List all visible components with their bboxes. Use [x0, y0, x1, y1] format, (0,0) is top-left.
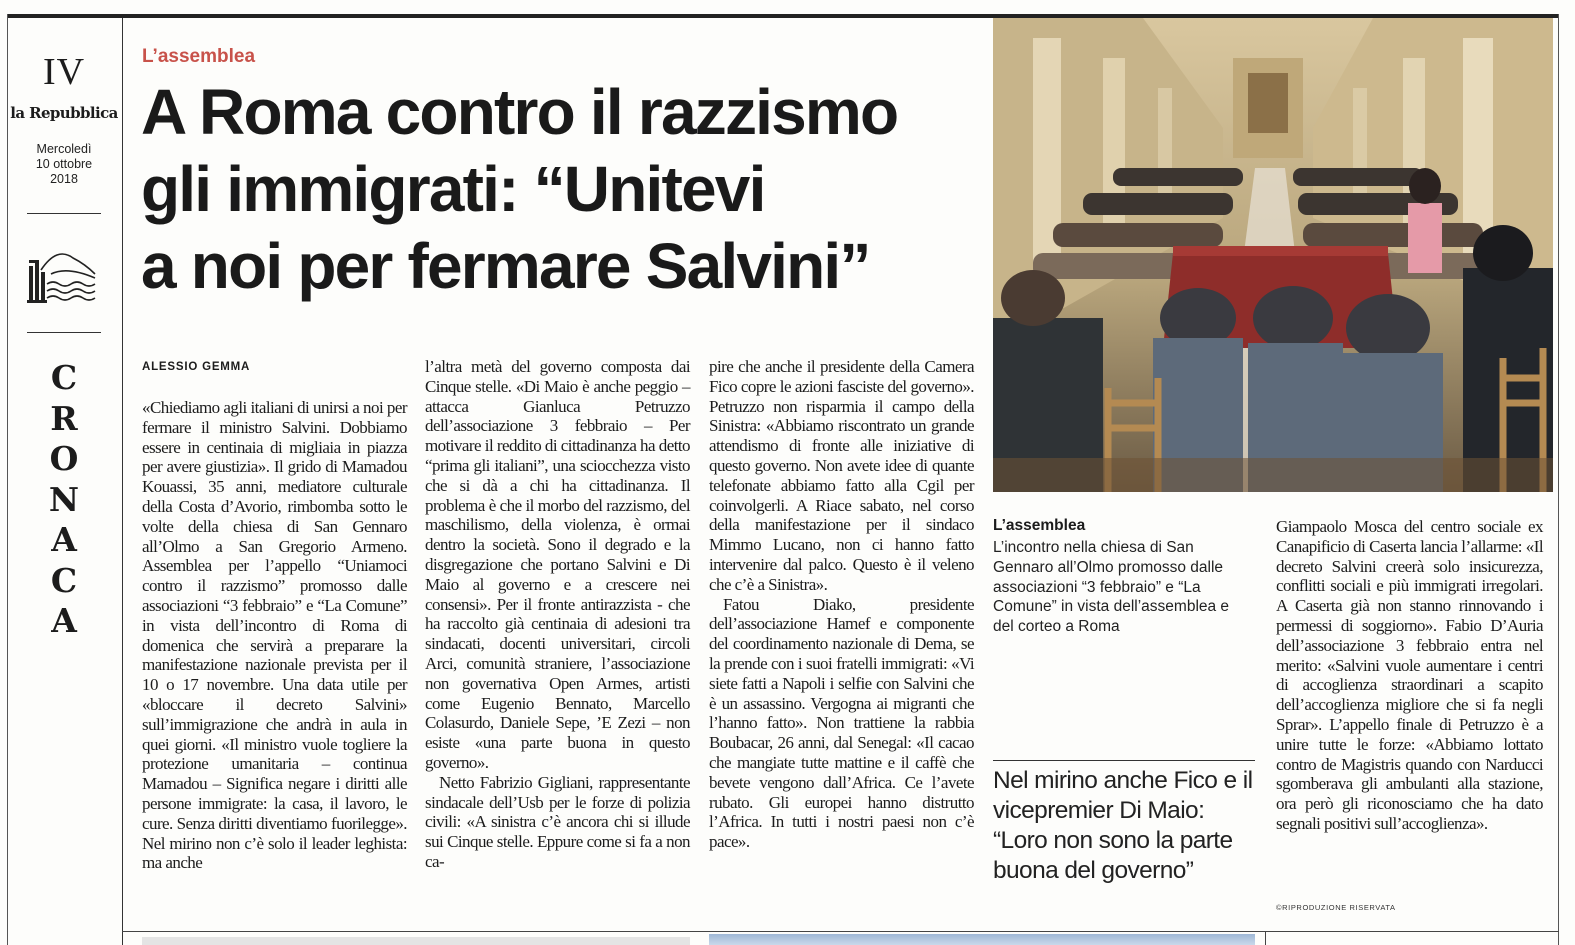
assembly-photo	[993, 18, 1553, 492]
author-byline: ALESSIO GEMMA	[142, 361, 251, 373]
section-label	[40, 358, 88, 642]
article-column-4	[1276, 517, 1543, 834]
pullquote: Nel mirino anche Fico e il vicepremier Di Maio: “Loro non sono la parte buona del governo”	[993, 767, 1253, 884]
right-edge-rule	[1558, 14, 1559, 945]
sidebar-divider	[122, 18, 123, 945]
next-photo-fragment	[709, 934, 1255, 945]
section-letter: A	[51, 520, 77, 559]
section-letter: A	[51, 601, 77, 640]
paragraph: «Chiediamo agli italiani di unirsi a noi per fermare il ministro Salvini. Dobbiamo essere in centinaia di migliaia in piazza per avere giustizia». Il grido di Mamadou Kouassi, 35 anni, mediatore culturale della Costa d’Avorio, rimbomba sotto le volte della chiesa di San Gennaro all’Olmo a San Gregorio Armeno. Assemblea per l’appello “Uniamoci contro il razzismo” promosso dalle associazioni “3 febbraio” e “La Comune” in vista dell’incontro di Roma di domenica che servirà a preparare la manifestazione nazionale prevista per il 10 o 17 novembre. Una data utile per «bloccare il decreto Salvini» sull’immigrazione che andrà in aula in quei giorni. «Il ministro vuole togliere la protezione umanitaria – continua Mamadou – Significa negare i diritti alle persone immigrate: la casa, il lavoro, le cure. Senza diritti diventiamo fuorilegge». Nel mirino non c’è solo il leader leghista: ma anche	[142, 398, 407, 873]
next-article-fragment	[142, 937, 690, 945]
publication-date	[10, 142, 118, 187]
section-letter: C	[50, 560, 78, 600]
headline-line: gli immigrati: “Unitevi	[141, 153, 765, 225]
photo-caption: L’incontro nella chiesa di San Gennaro all’Olmo promosso dalle associazioni “3 febbraio” e “La Comune” in vista dell’assemblea e del corteo a Roma	[993, 539, 1230, 636]
section-letter: N	[48, 479, 80, 519]
page-number: IV	[42, 51, 86, 93]
sidebar-rule-upper	[27, 213, 101, 214]
naples-section-logo-icon	[27, 244, 97, 306]
paragraph: l’altra metà del governo composta dai Cinque stelle. «Di Maio è anche peggio – attacca Gianluca Petruzzo dell’associazione 3 febbraio – Per motivare il reddito di cittadinanza ha detto “prima gli italiani”, una sciocchezza visto che si dà a chi ha cittadinanza. Il problema è che il morbo del razzismo, del maschilismo, della violenza, è ormai dentro la società. Sono il degrado e la disgregazione che portano Salvini e Di Maio al governo e a crescere nei consensi». Per il fronte antirazzista - che ha raccolto già centinaia di adesioni tra sindacati, docenti universitari, circoli Arci, comunità straniere, l’associazione non governativa Open Armes, artisti come Eugenio Bennato, Marcello Colasurdo, Daniele Sepe, ’E Zezi – non esiste «una parte buona in questo governo».	[425, 357, 690, 772]
sidebar-rule-lower	[27, 332, 101, 333]
date-weekday: Mercoledì	[36, 142, 92, 156]
copyright-notice: ©RIPRODUZIONE RISERVATA	[1276, 903, 1396, 912]
date-day-month: 10 ottobre	[35, 157, 93, 171]
date-year: 2018	[50, 172, 78, 186]
bottom-column-rule	[1265, 932, 1266, 945]
article-kicker: L’assemblea	[142, 46, 256, 67]
paragraph: pire che anche il presidente della Camera Fico copre le azioni fasciste del governo». Petruzzo non risparmia il campo della Sinistra: «Abbiamo riscontrato un grande attendismo di fronte alle iniziative di questo governo. Non avete idee di quante telefonate abbiamo fatto alla Cgil per coinvolgerli. A Riace sabato, nel corso della manifestazione per il sindaco Mimmo Lucano, non ci hanno fatto intervenire dal palco. Questo è il veleno che c’è a Sinistra».	[709, 357, 974, 594]
pullquote-rule	[993, 760, 1255, 761]
headline-line: A Roma contro il razzismo	[141, 76, 898, 148]
left-edge-rule	[7, 14, 8, 945]
article-column-2	[425, 357, 690, 872]
section-letter: O	[49, 439, 79, 478]
section-letter: R	[50, 398, 78, 438]
paragraph: Netto Fabrizio Gigliani, rappresentante sindacale dell’Usb per le forze di polizia civili: «A sinistra c’è ancora chi si illude sui Cinque stelle. Eppure come si fa a non ca-	[425, 772, 690, 871]
paragraph: Giampaolo Mosca del centro sociale ex Canapificio di Caserta lancia l’allarme: «Il decreto Salvini creerà solo insicurezza, conflitti sociali e più immigrati irregolari. A Caserta già non stanno rinnovando i permessi di soggiorno». Fabio D’Auria dell’associazione 3 febbraio entra nel merito: «Salvini vuole aumentare i centri di accoglienza straordinari a scapito dell’accoglienza migliore che si fa negli Sprar». L’appello finale di Petruzzo è a unire tutte le forze: «Abbiamo lottato contro de Magistris quando con Narducci sgomberava gli ambulanti alla stazione, ora però gli riconosciamo che ha dato segnali positivi sull’accoglienza».	[1276, 517, 1543, 833]
section-letter: C	[50, 358, 78, 397]
paragraph: Fatou Diako, presidente dell’associazione Hamef e componente del coordinamento nazionale di Dema, se la prende con i suoi fratelli immigrati: «Vi siete fatti a Napoli i selfie con Salvini che è un assassino. Vergogna ai migranti che l’hanno fatto». Non trattiene la rabbia Boubacar, 26 anni, dal Senegal: «Il cacao che mangiate tutte mattine e il caffè che bevete vengono dall’Africa. Ce l’avete rubato. Gli europei hanno distrutto l’Africa. In tutti i nostri paesi non c’è pace».	[709, 594, 974, 852]
article-column-3	[709, 357, 974, 852]
article-headline	[141, 74, 991, 305]
article-column-1	[142, 398, 407, 873]
newspaper-name: la Repubblica	[10, 104, 118, 122]
bottom-rule	[122, 931, 1559, 932]
photo-caption-title: L’assemblea	[993, 517, 1086, 534]
headline-line: a noi per fermare Salvini”	[141, 230, 870, 302]
